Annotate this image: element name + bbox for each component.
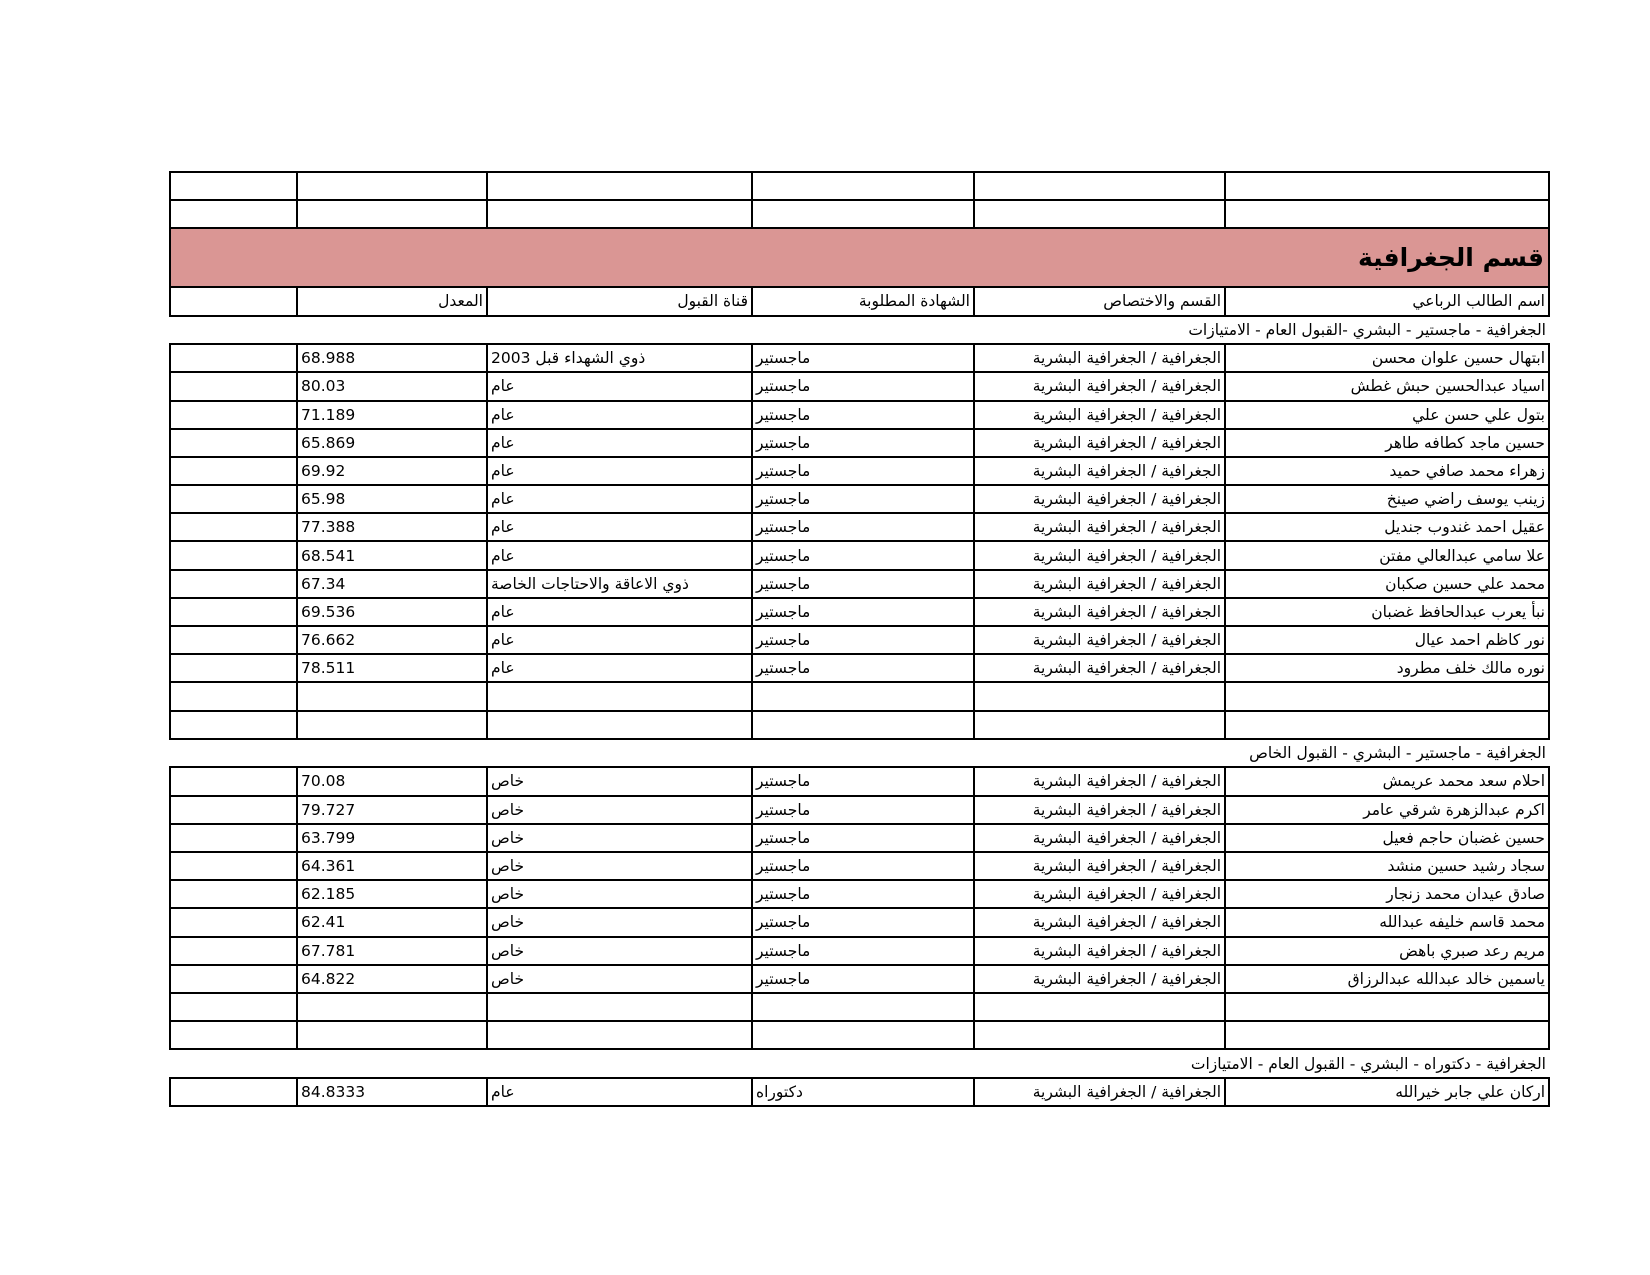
empty-cell bbox=[170, 401, 297, 429]
section-heading-row bbox=[170, 739, 1549, 768]
empty-cell bbox=[170, 824, 297, 852]
dept-cell: الجغرافية / الجغرافية البشرية bbox=[974, 598, 1225, 626]
degree-cell: ماجستير bbox=[752, 457, 974, 485]
channel-cell: عام bbox=[487, 626, 752, 654]
student-name: حسين ماجد كطافه طاهر bbox=[1225, 429, 1549, 457]
degree-cell: ماجستير bbox=[752, 654, 974, 682]
student-name: زينب يوسف راضي صينخ bbox=[1225, 485, 1549, 513]
dept-cell: الجغرافية / الجغرافية البشرية bbox=[974, 570, 1225, 598]
dept-cell: الجغرافية / الجغرافية البشرية bbox=[974, 485, 1225, 513]
average-cell: 71.189 bbox=[297, 401, 487, 429]
table-row bbox=[170, 485, 1549, 513]
table-row bbox=[170, 429, 1549, 457]
header-name: اسم الطالب الرباعي bbox=[1225, 287, 1549, 315]
table-row bbox=[170, 654, 1549, 682]
average-cell: 67.781 bbox=[297, 937, 487, 965]
degree-cell: ماجستير bbox=[752, 880, 974, 908]
degree-cell: ماجستير bbox=[752, 796, 974, 824]
empty-cell bbox=[170, 908, 297, 936]
channel-cell: عام bbox=[487, 457, 752, 485]
degree-cell: ماجستير bbox=[752, 570, 974, 598]
dept-cell: الجغرافية / الجغرافية البشرية bbox=[974, 1078, 1225, 1106]
empty-cell bbox=[170, 796, 297, 824]
channel-cell: خاص bbox=[487, 937, 752, 965]
empty-cell bbox=[170, 570, 297, 598]
empty-row bbox=[170, 1021, 1549, 1049]
student-name: بتول علي حسن علي bbox=[1225, 401, 1549, 429]
student-name: حسين غضبان حاجم فعيل bbox=[1225, 824, 1549, 852]
dept-cell: الجغرافية / الجغرافية البشرية bbox=[974, 852, 1225, 880]
table-row bbox=[170, 626, 1549, 654]
table-row bbox=[170, 908, 1549, 936]
average-cell: 64.822 bbox=[297, 965, 487, 993]
dept-cell: الجغرافية / الجغرافية البشرية bbox=[974, 626, 1225, 654]
table-row bbox=[170, 344, 1549, 372]
table-row bbox=[170, 1078, 1549, 1106]
header-degree: الشهادة المطلوبة bbox=[752, 287, 974, 315]
table-row bbox=[170, 852, 1549, 880]
channel-cell: عام bbox=[487, 401, 752, 429]
dept-cell: الجغرافية / الجغرافية البشرية bbox=[974, 541, 1225, 569]
dept-cell: الجغرافية / الجغرافية البشرية bbox=[974, 654, 1225, 682]
section-heading: الجغرافية - دكتوراه - البشري - القبول العام - الامتيازات bbox=[1190, 1054, 1546, 1073]
degree-cell: ماجستير bbox=[752, 767, 974, 795]
channel-cell: خاص bbox=[487, 767, 752, 795]
student-name: صادق عيدان محمد زنجار bbox=[1225, 880, 1549, 908]
empty-cell bbox=[170, 654, 297, 682]
channel-cell: عام bbox=[487, 654, 752, 682]
average-cell: 64.361 bbox=[297, 852, 487, 880]
header-empty bbox=[170, 287, 297, 315]
empty-cell bbox=[170, 457, 297, 485]
student-name: نبأ يعرب عبدالحافظ غضبان bbox=[1225, 598, 1549, 626]
degree-cell: ماجستير bbox=[752, 485, 974, 513]
degree-cell: ماجستير bbox=[752, 372, 974, 400]
average-cell: 70.08 bbox=[297, 767, 487, 795]
degree-cell: ماجستير bbox=[752, 401, 974, 429]
degree-cell: ماجستير bbox=[752, 429, 974, 457]
table-row bbox=[170, 372, 1549, 400]
average-cell: 69.536 bbox=[297, 598, 487, 626]
student-name: مريم رعد صبري باهض bbox=[1225, 937, 1549, 965]
degree-cell: ماجستير bbox=[752, 852, 974, 880]
empty-row bbox=[170, 172, 1549, 200]
empty-row bbox=[170, 993, 1549, 1021]
channel-cell: خاص bbox=[487, 824, 752, 852]
header-average: المعدل bbox=[297, 287, 487, 315]
degree-cell: ماجستير bbox=[752, 937, 974, 965]
table-row bbox=[170, 570, 1549, 598]
section-heading-row bbox=[170, 316, 1549, 345]
empty-cell bbox=[170, 485, 297, 513]
degree-cell: ماجستير bbox=[752, 541, 974, 569]
student-name: نور كاظم احمد عيال bbox=[1225, 626, 1549, 654]
student-name: عقيل احمد غندوب جنديل bbox=[1225, 513, 1549, 541]
average-cell: 84.8333 bbox=[297, 1078, 487, 1106]
empty-cell bbox=[170, 852, 297, 880]
average-cell: 62.41 bbox=[297, 908, 487, 936]
empty-row bbox=[170, 711, 1549, 739]
channel-cell: ذوي الاعاقة والاحتاجات الخاصة bbox=[487, 570, 752, 598]
header-channel: قناة القبول bbox=[487, 287, 752, 315]
degree-cell: دكتوراه bbox=[752, 1078, 974, 1106]
student-name: ياسمين خالد عبدالله عبدالرزاق bbox=[1225, 965, 1549, 993]
empty-cell bbox=[170, 937, 297, 965]
dept-cell: الجغرافية / الجغرافية البشرية bbox=[974, 937, 1225, 965]
dept-cell: الجغرافية / الجغرافية البشرية bbox=[974, 796, 1225, 824]
average-cell: 65.98 bbox=[297, 485, 487, 513]
empty-cell bbox=[170, 513, 297, 541]
average-cell: 62.185 bbox=[297, 880, 487, 908]
degree-cell: ماجستير bbox=[752, 513, 974, 541]
student-name: اسياد عبدالحسين حبش غطش bbox=[1225, 372, 1549, 400]
table-row bbox=[170, 880, 1549, 908]
dept-cell: الجغرافية / الجغرافية البشرية bbox=[974, 344, 1225, 372]
dept-cell: الجغرافية / الجغرافية البشرية bbox=[974, 401, 1225, 429]
section-heading: الجغرافية - ماجستير - البشري - القبول الخاص bbox=[1249, 744, 1546, 763]
dept-cell: الجغرافية / الجغرافية البشرية bbox=[974, 767, 1225, 795]
empty-cell bbox=[170, 372, 297, 400]
empty-row bbox=[170, 682, 1549, 710]
empty-cell bbox=[170, 880, 297, 908]
average-cell: 77.388 bbox=[297, 513, 487, 541]
dept-cell: الجغرافية / الجغرافية البشرية bbox=[974, 880, 1225, 908]
student-name: محمد علي حسين صكبان bbox=[1225, 570, 1549, 598]
degree-cell: ماجستير bbox=[752, 598, 974, 626]
empty-cell bbox=[170, 626, 297, 654]
table-row bbox=[170, 767, 1549, 795]
table-row bbox=[170, 541, 1549, 569]
student-name: احلام سعد محمد عريمش bbox=[1225, 767, 1549, 795]
dept-cell: الجغرافية / الجغرافية البشرية bbox=[974, 457, 1225, 485]
header-row bbox=[170, 287, 1549, 315]
dept-cell: الجغرافية / الجغرافية البشرية bbox=[974, 908, 1225, 936]
average-cell: 69.92 bbox=[297, 457, 487, 485]
student-name: علا سامي عبدالعالي مفتن bbox=[1225, 541, 1549, 569]
student-name: نوره مالك خلف مطرود bbox=[1225, 654, 1549, 682]
admissions-table bbox=[169, 171, 1550, 1107]
average-cell: 63.799 bbox=[297, 824, 487, 852]
empty-cell bbox=[170, 1078, 297, 1106]
average-cell: 78.511 bbox=[297, 654, 487, 682]
section-heading: الجغرافية - ماجستير - البشري -القبول العام - الامتيازات bbox=[1188, 320, 1546, 339]
empty-cell bbox=[170, 429, 297, 457]
student-name: ابتهال حسين علوان محسن bbox=[1225, 344, 1549, 372]
header-dept: القسم والاختصاص bbox=[974, 287, 1225, 315]
department-title-row bbox=[170, 228, 1549, 287]
degree-cell: ماجستير bbox=[752, 908, 974, 936]
table-row bbox=[170, 965, 1549, 993]
table-row bbox=[170, 796, 1549, 824]
degree-cell: ماجستير bbox=[752, 824, 974, 852]
average-cell: 68.988 bbox=[297, 344, 487, 372]
student-name: محمد قاسم خليفه عبدالله bbox=[1225, 908, 1549, 936]
channel-cell: خاص bbox=[487, 880, 752, 908]
dept-cell: الجغرافية / الجغرافية البشرية bbox=[974, 824, 1225, 852]
degree-cell: ماجستير bbox=[752, 344, 974, 372]
channel-cell: عام bbox=[487, 485, 752, 513]
average-cell: 76.662 bbox=[297, 626, 487, 654]
empty-cell bbox=[170, 965, 297, 993]
channel-cell: خاص bbox=[487, 796, 752, 824]
table-row bbox=[170, 457, 1549, 485]
table-row bbox=[170, 401, 1549, 429]
table-row bbox=[170, 937, 1549, 965]
empty-row bbox=[170, 200, 1549, 228]
student-name: اكرم عبدالزهرة شرقي عامر bbox=[1225, 796, 1549, 824]
average-cell: 65.869 bbox=[297, 429, 487, 457]
degree-cell: ماجستير bbox=[752, 965, 974, 993]
department-title: قسم الجغرافية bbox=[170, 228, 1549, 287]
student-name: اركان علي جابر خيرالله bbox=[1225, 1078, 1549, 1106]
channel-cell: ذوي الشهداء قبل 2003 bbox=[487, 344, 752, 372]
student-name: سجاد رشيد حسين منشد bbox=[1225, 852, 1549, 880]
student-name: زهراء محمد صافي حميد bbox=[1225, 457, 1549, 485]
channel-cell: خاص bbox=[487, 965, 752, 993]
channel-cell: عام bbox=[487, 1078, 752, 1106]
channel-cell: خاص bbox=[487, 908, 752, 936]
dept-cell: الجغرافية / الجغرافية البشرية bbox=[974, 513, 1225, 541]
average-cell: 80.03 bbox=[297, 372, 487, 400]
empty-cell bbox=[170, 344, 297, 372]
empty-cell bbox=[170, 767, 297, 795]
section-heading-row bbox=[170, 1049, 1549, 1078]
average-cell: 67.34 bbox=[297, 570, 487, 598]
channel-cell: عام bbox=[487, 541, 752, 569]
table-row bbox=[170, 513, 1549, 541]
channel-cell: عام bbox=[487, 372, 752, 400]
dept-cell: الجغرافية / الجغرافية البشرية bbox=[974, 372, 1225, 400]
degree-cell: ماجستير bbox=[752, 626, 974, 654]
empty-cell bbox=[170, 541, 297, 569]
channel-cell: عام bbox=[487, 429, 752, 457]
channel-cell: عام bbox=[487, 598, 752, 626]
table-row bbox=[170, 598, 1549, 626]
table-row bbox=[170, 824, 1549, 852]
dept-cell: الجغرافية / الجغرافية البشرية bbox=[974, 965, 1225, 993]
average-cell: 68.541 bbox=[297, 541, 487, 569]
channel-cell: خاص bbox=[487, 852, 752, 880]
channel-cell: عام bbox=[487, 513, 752, 541]
dept-cell: الجغرافية / الجغرافية البشرية bbox=[974, 429, 1225, 457]
empty-cell bbox=[170, 598, 297, 626]
average-cell: 79.727 bbox=[297, 796, 487, 824]
